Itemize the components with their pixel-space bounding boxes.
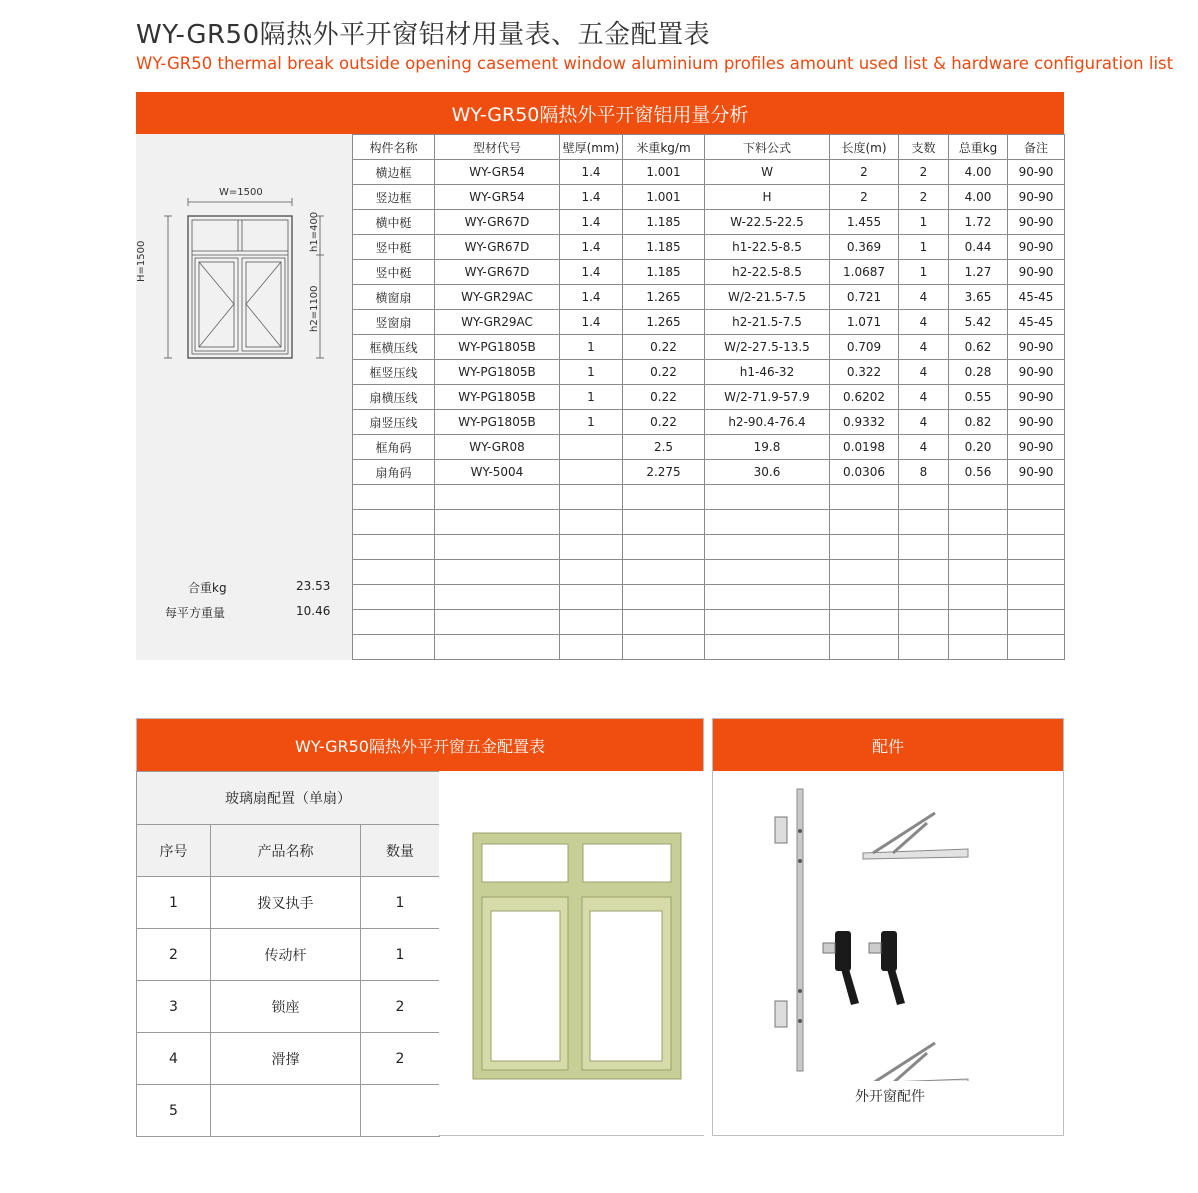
column-header: 产品名称 — [211, 825, 361, 877]
table-row — [353, 460, 1065, 485]
table-cell — [353, 535, 435, 560]
table-cell: WY-PG1805B — [435, 385, 560, 410]
table-cell — [623, 510, 705, 535]
table-cell — [899, 610, 949, 635]
table-cell: 1.265 — [623, 285, 705, 310]
table-row — [353, 585, 1065, 610]
hardware-config-row — [137, 772, 440, 825]
table-row — [137, 1085, 440, 1137]
table-cell: WY-GR67D — [435, 235, 560, 260]
table-cell: 4.00 — [949, 185, 1008, 210]
accessories-panel — [712, 718, 1064, 1136]
column-header: 米重kg/m — [623, 135, 705, 160]
table-row — [353, 260, 1065, 285]
table-cell: 框竖压线 — [353, 360, 435, 385]
h1-dimension-label: h1=400 — [309, 211, 320, 252]
table-cell — [435, 585, 560, 610]
column-header: 型材代号 — [435, 135, 560, 160]
window-frame-illustration — [439, 771, 704, 1135]
table-cell: 90-90 — [1008, 435, 1065, 460]
table-cell: 0.22 — [623, 410, 705, 435]
window-photo-area — [439, 771, 704, 1135]
hardware-title: WY-GR50隔热外平开窗五金配置表 — [137, 719, 703, 771]
table-row — [353, 185, 1065, 210]
table-cell: 竖边框 — [353, 185, 435, 210]
table-cell: W/2-27.5-13.5 — [705, 335, 830, 360]
table-cell — [949, 585, 1008, 610]
accessories-caption: 外开窗配件 — [855, 1089, 925, 1105]
window-elevation-drawing — [150, 182, 350, 382]
table-cell: 90-90 — [1008, 460, 1065, 485]
table-cell — [623, 560, 705, 585]
table-cell: 滑撑 — [211, 1033, 361, 1085]
table-row — [353, 335, 1065, 360]
table-cell: 90-90 — [1008, 235, 1065, 260]
table-cell: 竖中梃 — [353, 260, 435, 285]
table-cell: 0.82 — [949, 410, 1008, 435]
table-cell: 90-90 — [1008, 360, 1065, 385]
table-cell — [211, 1085, 361, 1137]
table-cell — [949, 485, 1008, 510]
table-cell: W/2-21.5-7.5 — [705, 285, 830, 310]
table-cell: h2-90.4-76.4 — [705, 410, 830, 435]
table-row — [353, 235, 1065, 260]
table-cell — [435, 610, 560, 635]
total-weight-value: 23.53 — [296, 579, 331, 593]
table-cell: h1-22.5-8.5 — [705, 235, 830, 260]
table-cell: 锁座 — [211, 981, 361, 1033]
table-cell — [435, 485, 560, 510]
table-cell: 90-90 — [1008, 210, 1065, 235]
table-cell: 2.275 — [623, 460, 705, 485]
table-cell: 2 — [361, 1033, 440, 1085]
table-cell — [705, 585, 830, 610]
table-cell: 90-90 — [1008, 160, 1065, 185]
table-cell — [830, 485, 899, 510]
table-cell: 90-90 — [1008, 385, 1065, 410]
table-cell: 1.72 — [949, 210, 1008, 235]
table-cell: 0.22 — [623, 360, 705, 385]
table-cell — [705, 560, 830, 585]
table-cell: 0.28 — [949, 360, 1008, 385]
table-row — [353, 610, 1065, 635]
table-cell: 3.65 — [949, 285, 1008, 310]
table-cell — [353, 485, 435, 510]
table-cell — [899, 635, 949, 660]
table-cell: 0.22 — [623, 385, 705, 410]
hardware-table — [136, 771, 440, 1137]
table-cell — [1008, 510, 1065, 535]
table-cell — [899, 485, 949, 510]
table-header-row — [353, 135, 1065, 160]
table-cell: 4 — [899, 385, 949, 410]
height-dimension-label: H=1500 — [136, 240, 147, 282]
table-cell: 1.4 — [560, 210, 623, 235]
table-cell: 横边框 — [353, 160, 435, 185]
table-cell: H — [705, 185, 830, 210]
table-cell: 5 — [137, 1085, 211, 1137]
table-cell — [560, 535, 623, 560]
table-cell — [830, 635, 899, 660]
column-header: 构件名称 — [353, 135, 435, 160]
table-cell: 90-90 — [1008, 335, 1065, 360]
table-row — [353, 210, 1065, 235]
table-cell — [830, 510, 899, 535]
total-weight-label: 合重kg — [188, 581, 227, 595]
table-cell: 1.4 — [560, 285, 623, 310]
table-cell: 2 — [899, 185, 949, 210]
table-cell: 4 — [899, 310, 949, 335]
table-cell — [705, 485, 830, 510]
table-cell: 扇竖压线 — [353, 410, 435, 435]
width-dimension-label: W=1500 — [219, 187, 263, 198]
table-row — [353, 410, 1065, 435]
table-cell: 1 — [560, 360, 623, 385]
table-cell: 4 — [899, 410, 949, 435]
table-row — [353, 535, 1065, 560]
table-cell: 0.56 — [949, 460, 1008, 485]
table-cell: 横中梃 — [353, 210, 435, 235]
table-cell: h2-22.5-8.5 — [705, 260, 830, 285]
table-cell: 框角码 — [353, 435, 435, 460]
table-cell — [1008, 610, 1065, 635]
table-cell: WY-5004 — [435, 460, 560, 485]
table-cell — [353, 635, 435, 660]
table-cell: 1 — [560, 335, 623, 360]
table-cell — [705, 635, 830, 660]
table-cell — [435, 635, 560, 660]
hardware-parts-illustration — [713, 771, 1063, 1081]
table-cell — [560, 460, 623, 485]
page-subtitle: WY-GR50 thermal break outside opening casement window aluminium profiles amount used list & hardware configuration list — [136, 54, 1174, 73]
table-cell: 框横压线 — [353, 335, 435, 360]
table-cell — [623, 585, 705, 610]
table-cell — [623, 535, 705, 560]
table-cell — [1008, 535, 1065, 560]
table-cell: 4 — [899, 335, 949, 360]
table-cell — [353, 560, 435, 585]
table-row — [353, 360, 1065, 385]
table-cell: W — [705, 160, 830, 185]
table-cell: 0.9332 — [830, 410, 899, 435]
table-cell: 1 — [560, 385, 623, 410]
table-cell: 1.185 — [623, 235, 705, 260]
column-header: 壁厚(mm) — [560, 135, 623, 160]
table-cell: 1 — [560, 410, 623, 435]
table-cell — [560, 435, 623, 460]
table-cell: WY-GR08 — [435, 435, 560, 460]
table-cell — [949, 560, 1008, 585]
table-row — [353, 385, 1065, 410]
table-cell: 90-90 — [1008, 410, 1065, 435]
table-cell: 竖中梃 — [353, 235, 435, 260]
table-cell — [560, 635, 623, 660]
table-row — [137, 929, 440, 981]
table-cell: 2 — [830, 185, 899, 210]
table-cell — [1008, 485, 1065, 510]
table-row — [137, 877, 440, 929]
table-cell: 0.0198 — [830, 435, 899, 460]
table-cell: 2.5 — [623, 435, 705, 460]
table-cell: 1 — [899, 210, 949, 235]
table-cell — [353, 610, 435, 635]
table-cell — [899, 535, 949, 560]
table-cell: 5.42 — [949, 310, 1008, 335]
table-cell — [949, 510, 1008, 535]
table-cell: WY-GR67D — [435, 260, 560, 285]
per-sqm-weight-value: 10.46 — [296, 604, 331, 618]
table-cell — [435, 510, 560, 535]
table-cell — [623, 610, 705, 635]
table-cell: WY-GR54 — [435, 160, 560, 185]
hardware-config-label: 玻璃扇配置（单扇） — [137, 772, 440, 825]
table-cell — [830, 610, 899, 635]
table-cell: 1.4 — [560, 260, 623, 285]
table-cell: 1.001 — [623, 185, 705, 210]
h2-dimension-label: h2=1100 — [309, 285, 320, 332]
table-cell: 拨叉执手 — [211, 877, 361, 929]
table-cell — [949, 535, 1008, 560]
table-cell: 3 — [137, 981, 211, 1033]
table-row — [137, 981, 440, 1033]
table-cell — [705, 510, 830, 535]
table-cell — [705, 610, 830, 635]
table-cell: 横窗扇 — [353, 285, 435, 310]
table-cell — [830, 535, 899, 560]
table-cell — [899, 510, 949, 535]
table-cell: WY-GR29AC — [435, 285, 560, 310]
table-cell: 0.322 — [830, 360, 899, 385]
table-cell — [560, 510, 623, 535]
profile-usage-table — [352, 134, 1065, 660]
table-cell: 2 — [137, 929, 211, 981]
table-cell — [361, 1085, 440, 1137]
table-cell: 1.265 — [623, 310, 705, 335]
table-cell: 1 — [361, 877, 440, 929]
table-cell — [560, 610, 623, 635]
table-cell: 0.721 — [830, 285, 899, 310]
table-cell: 4 — [899, 285, 949, 310]
table-cell — [435, 560, 560, 585]
table-cell — [435, 535, 560, 560]
table-cell: 1.0687 — [830, 260, 899, 285]
table-cell — [949, 610, 1008, 635]
table-cell: WY-PG1805B — [435, 410, 560, 435]
table-cell — [705, 535, 830, 560]
table-cell: 0.55 — [949, 385, 1008, 410]
table-cell: 2 — [899, 160, 949, 185]
column-header: 下料公式 — [705, 135, 830, 160]
table-cell: 0.20 — [949, 435, 1008, 460]
table-cell: 1 — [899, 235, 949, 260]
table-cell: 2 — [361, 981, 440, 1033]
table-cell: 45-45 — [1008, 310, 1065, 335]
column-header: 备注 — [1008, 135, 1065, 160]
table-cell: 4.00 — [949, 160, 1008, 185]
table-cell — [899, 585, 949, 610]
table-row — [353, 160, 1065, 185]
table-cell: WY-GR67D — [435, 210, 560, 235]
table-cell: 1.185 — [623, 260, 705, 285]
table-cell: 2 — [830, 160, 899, 185]
table-cell: 30.6 — [705, 460, 830, 485]
table-cell: 0.44 — [949, 235, 1008, 260]
table-row — [353, 560, 1065, 585]
table-row — [353, 435, 1065, 460]
hardware-header-row — [137, 825, 440, 877]
table-cell: h1-46-32 — [705, 360, 830, 385]
page-title: WY-GR50隔热外平开窗铝材用量表、五金配置表 — [136, 20, 711, 50]
table-cell: 1.185 — [623, 210, 705, 235]
table-cell — [899, 560, 949, 585]
table-cell: 4 — [137, 1033, 211, 1085]
table-cell: 1.4 — [560, 310, 623, 335]
table-cell: 1.4 — [560, 235, 623, 260]
table-cell: 0.0306 — [830, 460, 899, 485]
table-row — [353, 635, 1065, 660]
table-row — [353, 485, 1065, 510]
column-header: 支数 — [899, 135, 949, 160]
table-row — [353, 510, 1065, 535]
table-cell — [623, 635, 705, 660]
column-header: 长度(m) — [830, 135, 899, 160]
table-cell: 8 — [899, 460, 949, 485]
table-cell — [1008, 560, 1065, 585]
profile-analysis-panel — [136, 92, 1064, 660]
table-cell: 0.62 — [949, 335, 1008, 360]
table-cell — [560, 485, 623, 510]
hardware-config-panel — [136, 718, 704, 1136]
column-header: 数量 — [361, 825, 440, 877]
table-cell: 1 — [361, 929, 440, 981]
table-cell: 扇角码 — [353, 460, 435, 485]
table-cell: WY-GR54 — [435, 185, 560, 210]
table-cell: 19.8 — [705, 435, 830, 460]
column-header: 总重kg — [949, 135, 1008, 160]
table-cell: WY-GR29AC — [435, 310, 560, 335]
per-sqm-weight-label: 每平方重量 — [165, 606, 226, 620]
table-cell: W-22.5-22.5 — [705, 210, 830, 235]
accessories-title: 配件 — [713, 719, 1063, 771]
table-cell: 1.4 — [560, 160, 623, 185]
table-cell: 4 — [899, 360, 949, 385]
table-cell: 0.22 — [623, 335, 705, 360]
table-cell — [560, 585, 623, 610]
table-cell — [1008, 635, 1065, 660]
table-cell: 1.455 — [830, 210, 899, 235]
table-cell: 1.27 — [949, 260, 1008, 285]
table-cell: 0.6202 — [830, 385, 899, 410]
table-cell — [830, 585, 899, 610]
table-cell: h2-21.5-7.5 — [705, 310, 830, 335]
table-cell: 45-45 — [1008, 285, 1065, 310]
table-cell: 扇横压线 — [353, 385, 435, 410]
table-cell: WY-PG1805B — [435, 335, 560, 360]
table-cell: 1.4 — [560, 185, 623, 210]
table-row — [137, 1033, 440, 1085]
table-cell: 0.369 — [830, 235, 899, 260]
table-cell: 4 — [899, 435, 949, 460]
table-cell: 1.071 — [830, 310, 899, 335]
table-cell: 竖窗扇 — [353, 310, 435, 335]
table-cell: 1.001 — [623, 160, 705, 185]
table-cell — [560, 560, 623, 585]
table-row — [353, 285, 1065, 310]
table-cell: 传动杆 — [211, 929, 361, 981]
table-cell — [623, 485, 705, 510]
table-cell: W/2-71.9-57.9 — [705, 385, 830, 410]
table-cell — [353, 510, 435, 535]
table-cell — [949, 635, 1008, 660]
table-cell: 1 — [137, 877, 211, 929]
table-cell: WY-PG1805B — [435, 360, 560, 385]
analysis-title: WY-GR50隔热外平开窗铝用量分析 — [136, 92, 1064, 134]
column-header: 序号 — [137, 825, 211, 877]
table-cell: 90-90 — [1008, 185, 1065, 210]
table-cell: 1 — [899, 260, 949, 285]
table-cell — [830, 560, 899, 585]
table-cell: 90-90 — [1008, 260, 1065, 285]
table-row — [353, 310, 1065, 335]
table-cell — [1008, 585, 1065, 610]
table-cell: 0.709 — [830, 335, 899, 360]
table-cell — [353, 585, 435, 610]
